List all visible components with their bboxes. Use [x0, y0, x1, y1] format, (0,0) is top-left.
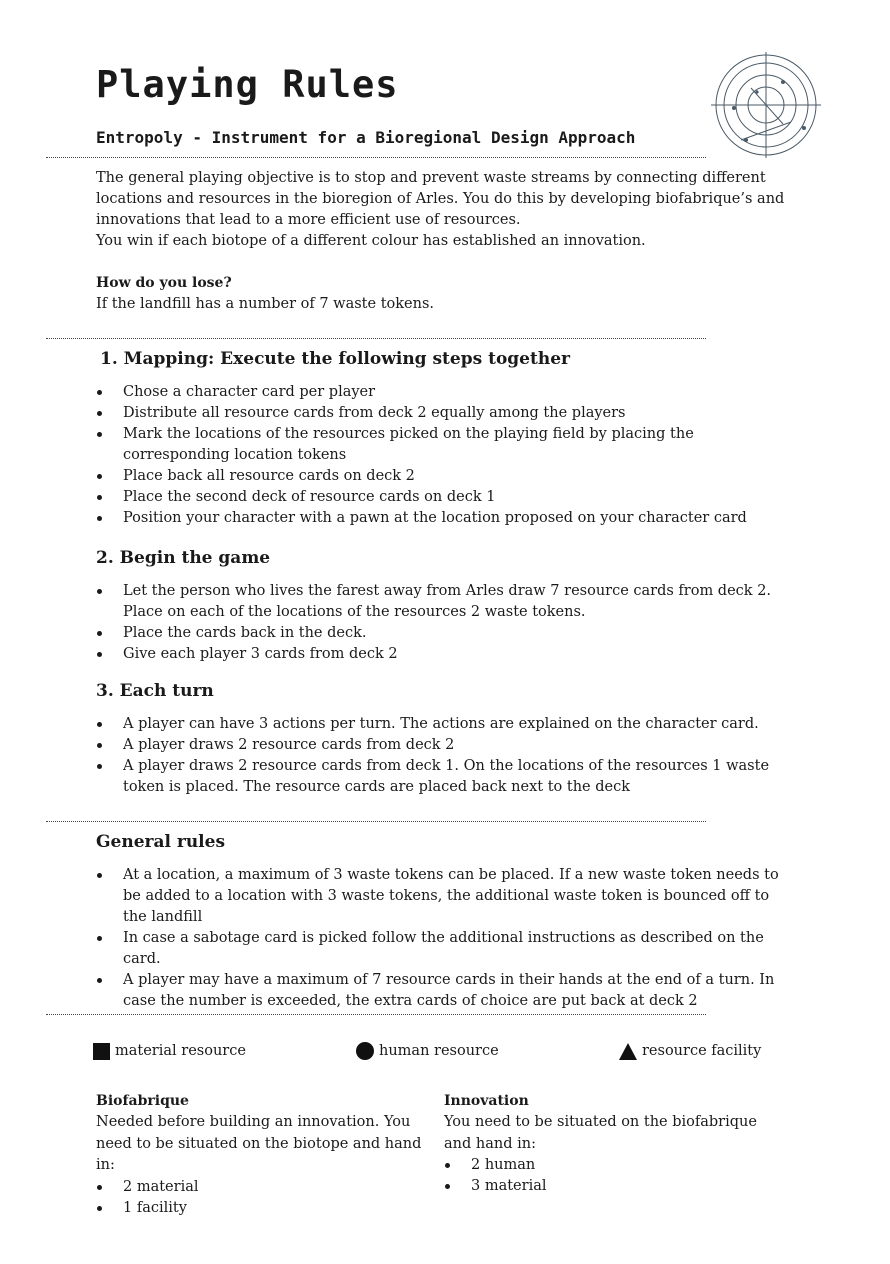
section-mapping	[96, 348, 796, 529]
list-item: 2 human	[444, 1155, 784, 1176]
legend-human	[356, 1040, 499, 1062]
legend-facility	[619, 1040, 761, 1062]
list-item: Distribute all resource cards from deck 2 equally among the players	[96, 403, 796, 424]
list-item: Give each player 3 cards from deck 2	[96, 644, 796, 665]
lose-question: How do you lose?	[96, 275, 232, 291]
list-item: A player can have 3 actions per turn. The actions are explained on the character card.	[96, 714, 796, 735]
mapping-list	[96, 382, 796, 529]
list-item: 1 facility	[96, 1198, 438, 1219]
begin-list	[96, 581, 796, 665]
divider	[46, 157, 706, 158]
section-heading: General rules	[96, 832, 226, 852]
list-item: A player draws 2 resource cards from deck 1. On the locations of the resources 1 waste token is placed. The resource cards are placed back next to the deck	[96, 756, 796, 798]
innovation-text: You need to be situated on the biofabrique and hand in:	[444, 1114, 757, 1152]
section-general-rules	[96, 831, 796, 1012]
list-item: A player draws 2 resource cards from deck 2	[96, 735, 796, 756]
list-item: Place the cards back in the deck.	[96, 623, 796, 644]
list-item: Let the person who lives the farest away from Arles draw 7 resource cards from deck 2. Place on each of the locations of the resources 2 waste tokens.	[96, 581, 796, 623]
section-heading: 3. Each turn	[96, 681, 214, 701]
divider	[46, 1014, 706, 1015]
legend-label: material resource	[115, 1043, 246, 1059]
concentric-target-logo-icon	[711, 50, 823, 162]
section-each-turn	[96, 680, 796, 798]
list-item: Chose a character card per player	[96, 382, 796, 403]
intro-win-condition: You win if each biotope of a different colour has established an innovation.	[96, 233, 646, 249]
turn-list	[96, 714, 796, 798]
list-item: Position your character with a pawn at the location proposed on your character card	[96, 508, 796, 529]
list-item: Mark the locations of the resources picked on the playing field by placing the corresponding location tokens	[96, 424, 796, 466]
legend-material	[93, 1040, 246, 1062]
legend-label: human resource	[379, 1043, 499, 1059]
list-item: Place back all resource cards on deck 2	[96, 466, 796, 487]
list-item: Place the second deck of resource cards on deck 1	[96, 487, 796, 508]
legend-label: resource facility	[642, 1043, 762, 1059]
section-begin	[96, 547, 796, 665]
biofabrique-block	[96, 1091, 438, 1219]
list-item: 3 material	[444, 1176, 784, 1197]
page-subtitle: Entropoly - Instrument for a Bioregional Design Approach	[96, 128, 636, 147]
intro-section	[96, 168, 796, 315]
section-heading: 1. Mapping: Execute the following steps together	[100, 349, 570, 369]
general-rules-list	[96, 865, 796, 1012]
circle-icon	[356, 1042, 374, 1060]
list-item: 2 material	[96, 1177, 438, 1198]
innovation-heading: Innovation	[444, 1093, 529, 1109]
section-heading: 2. Begin the game	[96, 548, 271, 568]
divider	[46, 338, 706, 339]
divider	[46, 821, 706, 822]
biofabrique-text: Needed before building an innovation. You need to be situated on the biotope and hand in:	[96, 1114, 422, 1173]
biofabrique-heading: Biofabrique	[96, 1093, 189, 1109]
list-item: In case a sabotage card is picked follow the additional instructions as described on the card.	[96, 928, 796, 970]
lose-answer: If the landfill has a number of 7 waste tokens.	[96, 296, 435, 312]
square-icon	[93, 1043, 110, 1060]
list-item: At a location, a maximum of 3 waste tokens can be placed. If a new waste token needs to be added to a location with 3 waste tokens, the additional waste token is bounced off to the landfill	[96, 865, 796, 928]
list-item: A player may have a maximum of 7 resource cards in their hands at the end of a turn. In case the number is exceeded, the extra cards of choice are put back at deck 2	[96, 970, 796, 1012]
biofabrique-list	[96, 1177, 438, 1219]
intro-objective: The general playing objective is to stop and prevent waste streams by connecting different locations and resources in the bioregion of Arles. You do this by developing biofabrique’s and innovations that lead to a more efficient use of resources.	[96, 170, 785, 228]
innovation-list	[444, 1155, 784, 1197]
innovation-block	[444, 1091, 784, 1197]
page-title: Playing Rules	[96, 63, 399, 106]
triangle-icon	[619, 1043, 637, 1060]
